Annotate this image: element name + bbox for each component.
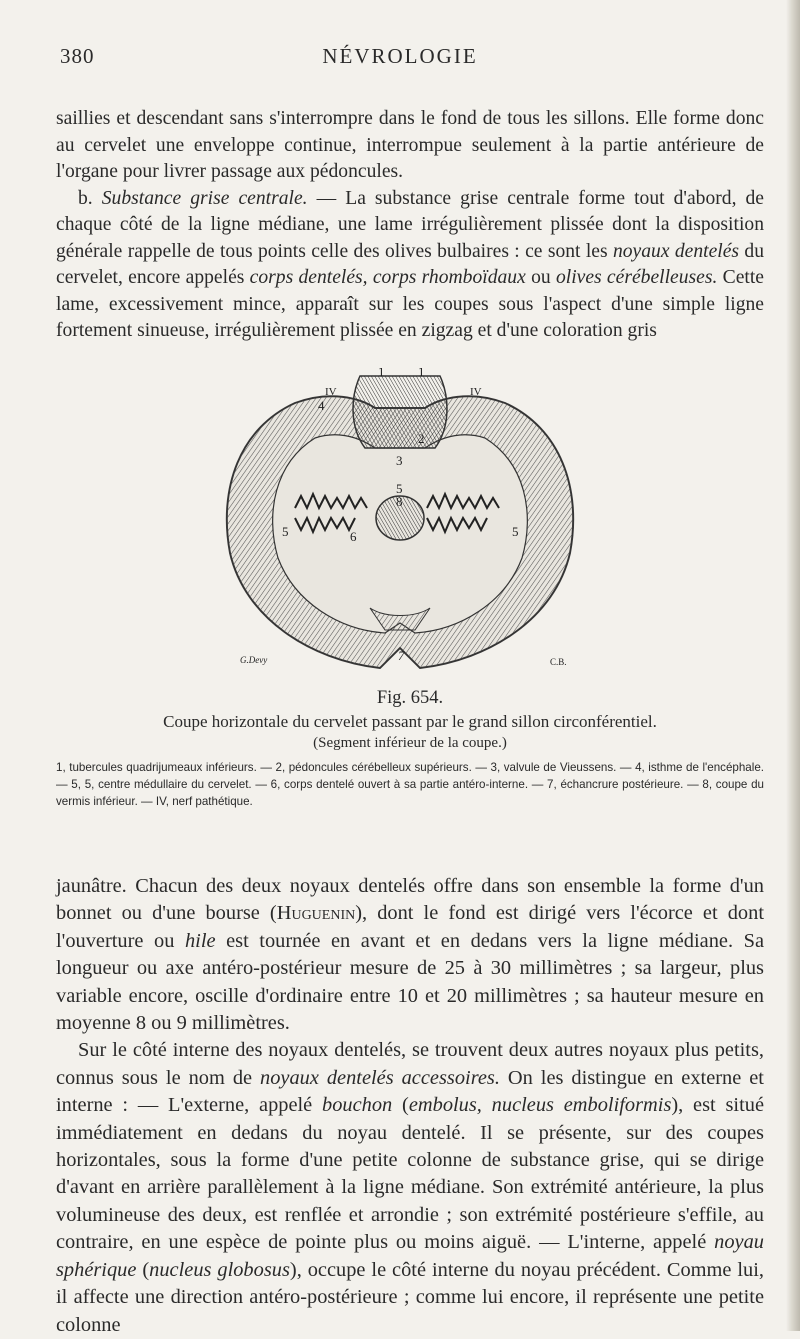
section-heading: Substance grise centrale. xyxy=(101,187,308,209)
label-6: 6 xyxy=(350,529,357,544)
label-3: 3 xyxy=(396,453,403,468)
paragraph-3 xyxy=(56,873,764,1037)
term: olives cérébelleuses. xyxy=(555,267,718,288)
author-name: Huguenin xyxy=(276,902,356,925)
term: noyaux dentelés accessoires. xyxy=(260,1066,500,1089)
term: bouchon xyxy=(322,1094,393,1117)
text-run: ( xyxy=(392,1094,409,1117)
text-block-top xyxy=(56,106,764,345)
label-7: 7 xyxy=(398,648,405,663)
term: noyaux dentelés xyxy=(612,240,740,262)
cerebellum-section-figure xyxy=(200,368,600,685)
text-run: ), dont le fond est dirigé vers l'écorce et dont l'ouverture ou xyxy=(56,902,764,952)
text-run: ), est situé immédiatement en dedans du noyau dentelé. Il se présente, sur des coupes horizontales, sous la forme d'une petite colonne de substance grise, qui se dirige d'avant en arrière parallèlement à la ligne médiane. Son extrémité antérieure, la plus volumineuse des deux, est renflée et arrondie ; son extrémité postérieure s'effile, au contraire, en une espèce de pointe plus ou moins aiguë. — L'interne, appelé xyxy=(56,1094,765,1254)
label-5-left: 5 xyxy=(282,524,289,539)
term: noyau sphérique xyxy=(56,1231,764,1281)
label-4: 4 xyxy=(318,398,325,413)
page-number: 380 xyxy=(60,44,95,68)
label-5-right: 5 xyxy=(512,524,519,539)
term: nucleus globosus xyxy=(149,1258,290,1281)
term: embolus, nucleus emboliformis xyxy=(408,1094,672,1117)
text-run: ( xyxy=(136,1258,150,1281)
paragraph-2 xyxy=(56,186,764,345)
label-iv-right: IV xyxy=(470,386,482,398)
term: corps dentelés, corps rhomboïdaux xyxy=(249,267,526,288)
text-run: — La substance grise centrale forme tout d'abord, de chaque côté de la ligne médiane, une lame irrégulièrement plissée dont la disposition générale rappelle de tous points celle des olives bulbaires : ce sont les xyxy=(56,187,765,262)
label-1b: 1 xyxy=(418,368,425,379)
text-run: Sur le côté interne des noyaux dentelés, se trouvent deux autres noyaux plus petits, connus sous le nom de xyxy=(56,1039,764,1089)
text-run: On les distingue en externe et interne : — L'externe, appelé xyxy=(56,1066,764,1117)
page-header xyxy=(60,44,740,74)
figure-subcaption: (Segment inférieur de la coupe.) xyxy=(313,735,507,751)
figure-caption: Coupe horizontale du cervelet passant par le grand sillon circonférentiel. xyxy=(163,712,657,731)
text-run: est tournée en avant et en dedans vers la ligne médiane. Sa longueur ou axe antéro-postérieur mesure de 25 à 30 millimètres ; sa largeur, plus variable encore, oscille d'ordinaire entre 10 et 20 millimètres ; sa hauteur mesure en moyenne 8 ou 9 millimètres. xyxy=(56,929,764,1035)
text-block-bottom xyxy=(56,873,764,1339)
text-run: du cervelet, encore appelés xyxy=(56,240,764,288)
page-edge-shadow xyxy=(786,0,800,1331)
section-letter: b. xyxy=(78,187,93,209)
running-title: NÉVROLOGIE xyxy=(322,44,478,68)
paragraph-1: saillies et descendant sans s'interrompre dans le fond de tous les sillons. Elle forme donc au cervelet une enveloppe continue, interrompue seulement à la partie antérieure de l'organe pour livrer passage aux pédoncules. xyxy=(56,108,764,182)
label-2: 2 xyxy=(418,431,425,446)
paragraph-4 xyxy=(56,1037,764,1338)
peduncles xyxy=(353,376,447,448)
label-iv-left: IV xyxy=(325,386,337,398)
figure-title: Fig. 654. xyxy=(376,688,444,708)
engraver-signature: G.Devy xyxy=(240,655,268,665)
text-run: Cette lame, excessivement mince, apparaît sur les coupes sous l'aspect d'une simple ligne fortement sinueuse, irrégulièrement plissée en zigzag et d'une coloration gris xyxy=(56,267,764,341)
term: hile xyxy=(184,929,216,952)
engraver-initials: C.B. xyxy=(550,657,567,667)
label-8: 8 xyxy=(396,494,403,509)
label-1a: 1 xyxy=(378,368,385,379)
figure-legend: 1, tubercules quadrijumeaux inférieurs. — 2, pédoncules cérébelleux supérieurs. — 3, valvule de Vieussens. — 4, isthme de l'encéphale. — 5, 5, centre médullaire du cervelet. — 6, corps dentelé ouvert à sa partie antéro-interne. — 7, échancrure postérieure. — 8, coupe du vermis inférieur. — IV, nerf pathétique. xyxy=(56,761,764,808)
text-run: ou xyxy=(525,267,556,288)
text-run: ), occupe le côté interne du noyau précédent. Comme lui, il affecte une direction antéro-postérieure ; comme lui encore, il représente une petite colonne xyxy=(56,1258,765,1336)
text-run: jaunâtre. Chacun des deux noyaux dentelés offre dans son ensemble la forme d'un bonnet ou d'une bourse ( xyxy=(56,875,764,925)
label-5-center: 5 xyxy=(396,481,403,496)
